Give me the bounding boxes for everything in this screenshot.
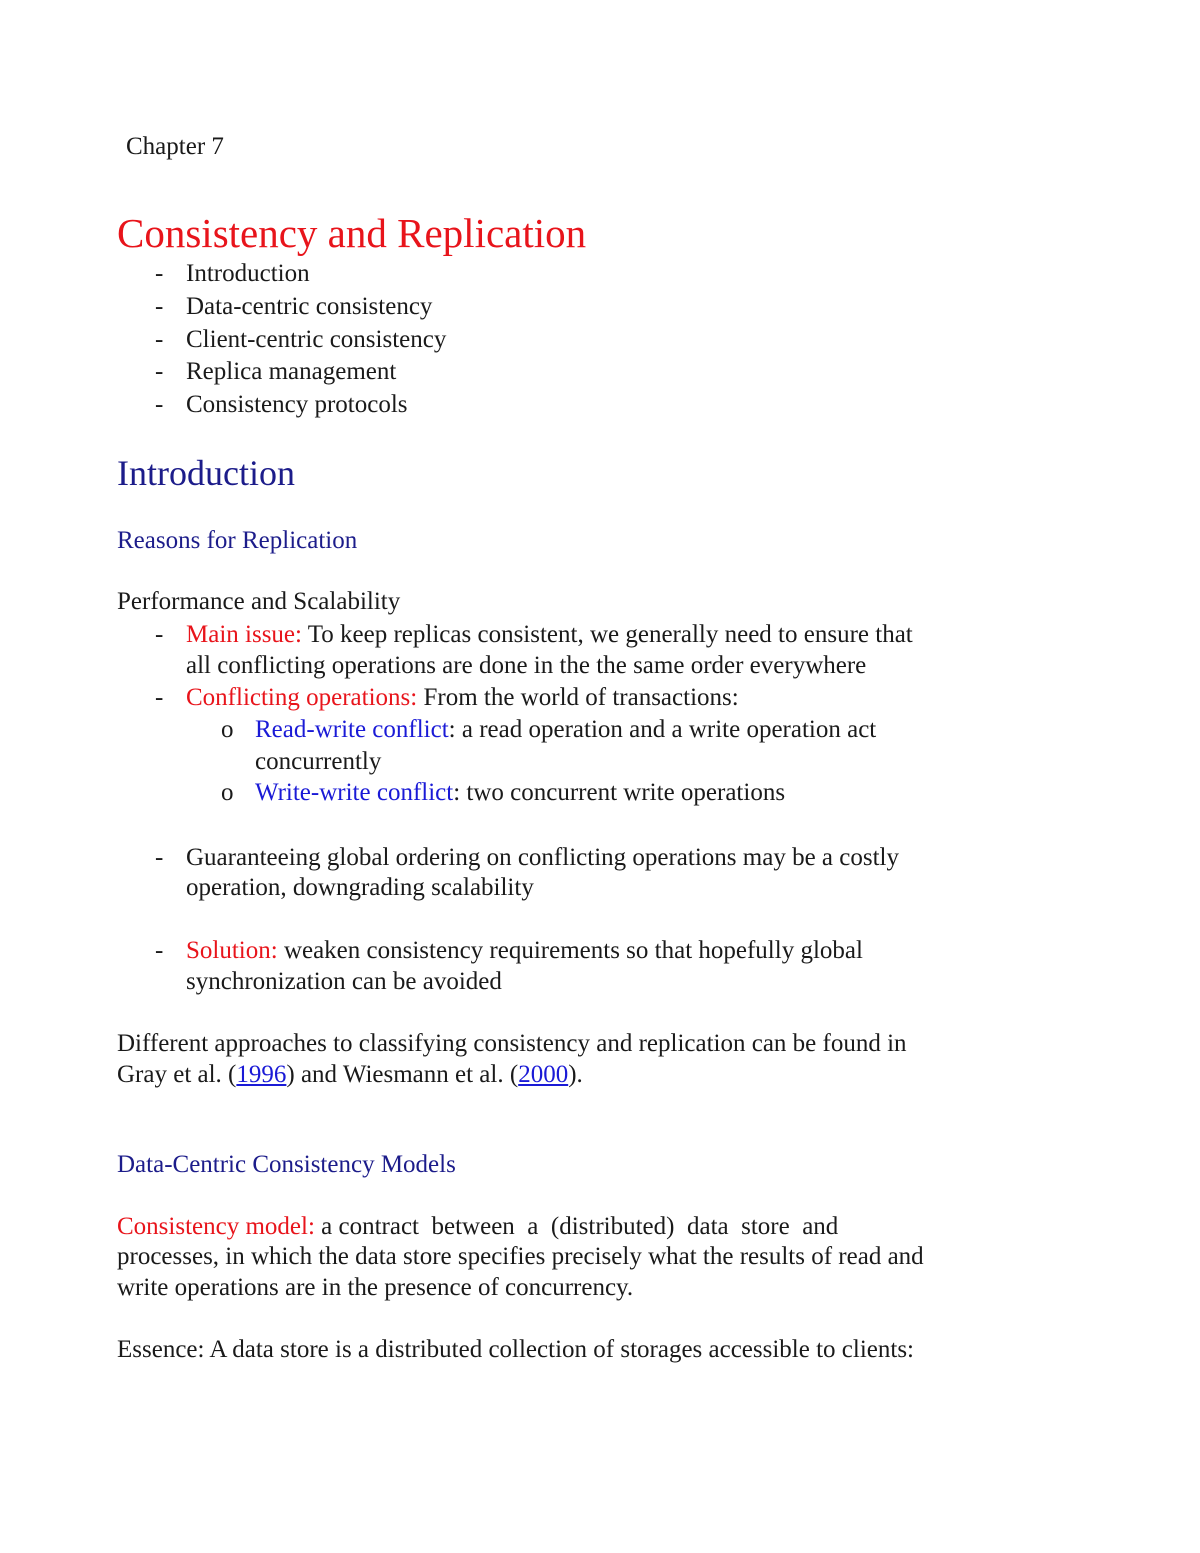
bullet-marker: - [155,844,164,871]
consistency-model-paragraph [117,1213,838,1241]
write-write-label: Write-write conflict [255,779,454,806]
sub-bullet-write-write [255,779,785,807]
solution-label: Solution: [186,937,278,964]
subsection-heading-data-centric: Data-Centric Consistency Models [117,1151,456,1178]
sub-bullet-marker: o [221,779,234,806]
essence-paragraph: Essence: A data store is a distributed collection of storages accessible to clients: [117,1336,914,1363]
bullet-guarantee-line2: operation, downgrading scalability [186,874,534,901]
consistency-model-line2: processes, in which the data store specifies precisely what the results of read and [117,1243,924,1270]
toc-bullet: - [155,293,164,320]
approaches-paragraph: Different approaches to classifying consistency and replication can be found in [117,1030,907,1057]
consistency-model-label: Consistency model: [117,1213,315,1240]
subsection-heading-reasons: Reasons for Replication [117,527,358,554]
read-write-label: Read-write conflict [255,716,449,743]
sub-bullet-marker: o [221,716,234,743]
toc-item-data-centric: Data-centric consistency [186,293,433,320]
read-write-text: : a read operation and a write operation act [448,716,877,743]
bullet-marker: - [155,684,164,711]
approaches-text-a: Gray et al. ( [117,1061,237,1088]
sub-bullet-read-write-line2: concurrently [255,748,382,775]
bullet-main-issue-line2: all conflicting operations are done in the the same order everywhere [186,652,867,679]
document-title: Consistency and Replication [117,210,587,256]
bullet-conflicting-operations [186,684,739,712]
reference-link-1996[interactable]: 1996 [236,1061,287,1088]
consistency-model-text: a contract between a (distributed) data store and [314,1213,839,1240]
sub-bullet-read-write [255,716,876,744]
toc-item-client-centric: Client-centric consistency [186,326,447,353]
toc-bullet: - [155,326,164,353]
toc-bullet: - [155,358,164,385]
bullet-marker: - [155,937,164,964]
main-issue-label: Main issue: [186,621,302,648]
toc-item-consistency-protocols: Consistency protocols [186,391,408,418]
approaches-text-c: ). [568,1061,583,1088]
conflicting-text: From the world of transactions: [417,684,739,711]
bullet-marker: - [155,621,164,648]
paragraph-heading-performance: Performance and Scalability [117,588,401,615]
consistency-model-line3: write operations are in the presence of concurrency. [117,1274,634,1301]
bullet-solution [186,937,863,965]
approaches-paragraph-line2 [117,1061,583,1089]
toc-item-replica-management: Replica management [186,358,397,385]
main-issue-text: To keep replicas consistent, we generally need to ensure that [301,621,913,648]
bullet-guarantee: Guaranteeing global ordering on conflicting operations may be a costly [186,844,899,871]
bullet-main-issue [186,621,913,649]
chapter-label: Chapter 7 [126,133,224,160]
approaches-text-b: ) and Wiesmann et al. ( [286,1061,519,1088]
toc-bullet: - [155,391,164,418]
toc-bullet: - [155,260,164,287]
conflicting-label: Conflicting operations: [186,684,418,711]
bullet-solution-line2: synchronization can be avoided [186,968,502,995]
write-write-text: : two concurrent write operations [453,779,786,806]
section-heading-introduction: Introduction [117,453,295,493]
toc-item-introduction: Introduction [186,260,310,287]
solution-text: weaken consistency requirements so that hopefully global [277,937,863,964]
reference-link-2000[interactable]: 2000 [518,1061,569,1088]
